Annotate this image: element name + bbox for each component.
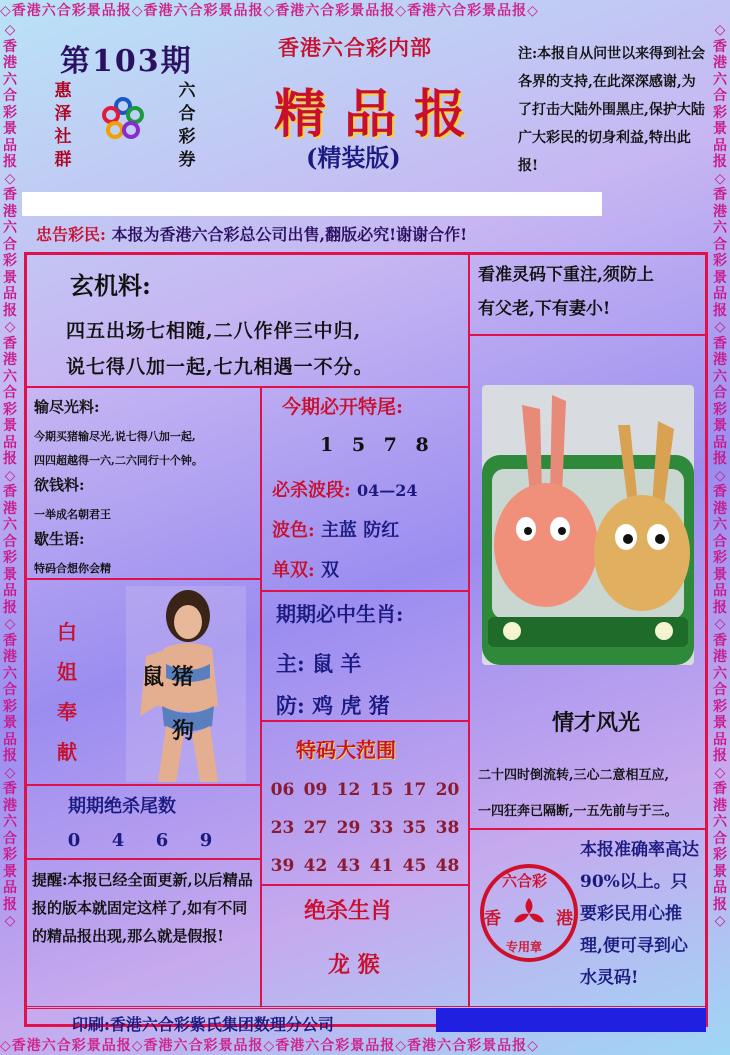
kill-tail-digit: 6	[155, 830, 169, 851]
lose-text-1: 今期买猪输尽光,说七得八加一起,	[34, 430, 196, 443]
stamp-left-text: 香	[484, 909, 501, 929]
gift-vertical	[54, 612, 80, 772]
slogan-char: 六	[178, 81, 196, 101]
gift-overlay-1: 鼠 猪	[142, 664, 194, 690]
oddeven-value: 双	[320, 560, 339, 581]
left-vertical-slogan	[52, 80, 74, 172]
kill-zodiac-value: 龙 猴	[328, 952, 380, 978]
wave-line	[272, 476, 417, 502]
slogan-char: 合	[178, 104, 196, 124]
range-number: 27	[303, 818, 328, 838]
range-number: 29	[336, 818, 361, 838]
range-number: 09	[303, 780, 328, 800]
divider-mystery	[26, 386, 468, 388]
color-label: 波色:	[272, 520, 315, 541]
divider-left-1	[26, 578, 260, 580]
divider-tail	[262, 590, 468, 592]
rabbits-car-image	[482, 385, 694, 665]
issue-number: 第103期	[60, 44, 193, 79]
zodiac-main-label: 主:	[276, 651, 305, 676]
header-note: 注:本报自从问世以来得到社会各界的支持,在此深深感谢,为了打击大陆外围黑庄,保护大陆广大彩民的切身利益,特出此报!	[518, 46, 706, 174]
frame-left-strip: ◇香港六合彩景品报◇香港六合彩景品报◇香港六合彩景品报◇香港六合彩景品报◇香港六合彩景品报◇香港六合彩景品报◇	[3, 22, 17, 929]
slogan-char: 社	[54, 127, 72, 147]
divider-range	[262, 884, 468, 886]
rest-heading: 歇生语:	[34, 530, 85, 548]
lose-heading: 输尽光料:	[34, 398, 100, 416]
range-number: 45	[402, 856, 427, 876]
talent-line-2: 一四狂奔已隔断,一五先前与于三。	[478, 804, 678, 819]
frame-right-strip: ◇香港六合彩景品报◇香港六合彩景品报◇香港六合彩景品报◇香港六合彩景品报◇香港六合彩景品报◇香港六合彩景品报◇	[713, 22, 727, 929]
divider-zodiac	[262, 720, 468, 722]
right-column-divider	[468, 254, 470, 1006]
talent-line-1: 二十四时倒流转,三心二意相互应,	[478, 768, 670, 783]
gift-overlay-2: 狗	[172, 718, 195, 744]
mystery-heading: 玄机料:	[70, 271, 151, 300]
slogan-char: 惠	[54, 81, 72, 101]
kill-zodiac-heading: 绝杀生肖	[304, 898, 393, 924]
gift-char: 白	[57, 620, 77, 644]
money-text: 一举成名朝君王	[34, 508, 111, 521]
stamp-top-text: 六合彩	[502, 872, 548, 890]
zodiac-guard-label: 防:	[276, 693, 305, 718]
divider-gift	[26, 784, 260, 786]
range-number: 38	[435, 818, 460, 838]
range-number: 17	[402, 780, 427, 800]
rest-text: 特码合想你会精	[34, 562, 111, 575]
color-line	[272, 516, 399, 542]
left-column-divider	[260, 386, 262, 1006]
frame-bottom-strip: ◇香港六合彩景品报◇香港六合彩景品报◇香港六合彩景品报◇香港六合彩景品报◇	[0, 1038, 539, 1054]
divider-killtail	[26, 858, 260, 860]
stamp-right-text: 港	[556, 909, 573, 929]
kill-tail-digit: 4	[111, 830, 125, 851]
tip-line-2: 有父老,下有妻小!	[478, 299, 611, 319]
slogan-char: 群	[54, 150, 72, 170]
range-number: 15	[369, 780, 394, 800]
zodiac-guard-value: 鸡 虎 猪	[312, 693, 390, 718]
kill-tail-digit: 9	[199, 830, 213, 851]
blank-white-bar	[22, 192, 602, 216]
oddeven-label: 单双:	[272, 560, 315, 581]
range-number: 33	[369, 818, 394, 838]
range-number: 42	[303, 856, 328, 876]
range-number: 43	[336, 856, 361, 876]
lottery-logo-icon	[100, 96, 146, 142]
range-row-1	[266, 780, 464, 800]
wave-value: 04—24	[356, 481, 418, 500]
kill-tail-heading: 期期绝杀尾数	[68, 796, 176, 817]
gift-char: 献	[57, 740, 77, 764]
edition-label: (精装版)	[306, 143, 401, 172]
money-heading: 欲钱料:	[34, 476, 85, 494]
frame-top-strip: ◇香港六合彩景品报◇香港六合彩景品报◇香港六合彩景品报◇香港六合彩景品报◇	[0, 3, 539, 19]
accuracy-text: 本报准确率高达90%以上。只要彩民用心推理,便可寻到心水灵码!	[580, 840, 699, 988]
slogan-char: 券	[178, 150, 196, 170]
warning-text: 本报为香港六合彩总公司出售,翻版必究!谢谢合作!	[111, 225, 468, 244]
stamp-bottom-text: 专用章	[506, 940, 543, 954]
zodiac-guard-line	[276, 690, 390, 720]
range-number: 06	[270, 780, 295, 800]
divider-talent	[470, 828, 706, 830]
org-name: 香港六合彩内部	[278, 35, 432, 60]
kill-tail-digits	[52, 830, 228, 851]
range-number: 23	[270, 818, 295, 838]
zodiac-main-line	[276, 648, 361, 678]
tail-heading: 今期必开特尾:	[282, 396, 404, 418]
slogan-char: 彩	[178, 127, 196, 147]
range-heading: 特码大范围	[296, 738, 396, 762]
range-number: 20	[435, 780, 460, 800]
mystery-line-1: 四五出场七相随,二八作伴三中归,	[66, 320, 362, 342]
mystery-line-2: 说七得八加一起,七九相遇一不分。	[66, 356, 374, 378]
range-row-3	[266, 856, 464, 876]
print-credit: 印刷:香港六合彩紫氏集团数理分公司	[72, 1015, 334, 1034]
right-vertical-slogan	[176, 80, 198, 172]
kill-tail-digit: 0	[67, 830, 81, 851]
range-number: 39	[270, 856, 295, 876]
blue-bar	[436, 1008, 706, 1032]
oddeven-line	[272, 556, 339, 582]
range-number: 35	[402, 818, 427, 838]
zodiac-main-value: 鼠 羊	[312, 651, 362, 676]
tip-line-1: 看准灵码下重注,须防上	[478, 265, 654, 285]
gift-char: 姐	[57, 660, 77, 684]
range-number: 41	[369, 856, 394, 876]
gift-char: 奉	[57, 700, 77, 724]
range-row-2	[266, 818, 464, 838]
paper-title: 精品报	[274, 84, 485, 145]
range-number: 12	[336, 780, 361, 800]
warning-label: 忠告彩民:	[36, 225, 106, 244]
divider-tip	[470, 334, 706, 336]
tail-numbers: 1 5 7 8	[320, 434, 435, 456]
warning-line	[36, 222, 467, 245]
talent-heading: 情才风光	[552, 710, 641, 736]
official-stamp	[478, 862, 580, 964]
slogan-char: 泽	[54, 104, 72, 124]
lose-text-2: 四四超越得一六,二六同行十个钟。	[34, 454, 203, 467]
range-number: 48	[435, 856, 460, 876]
wave-label: 必杀波段:	[272, 480, 351, 501]
zodiac-heading: 期期必中生肖:	[276, 602, 404, 626]
reminder-text: 提醒:本报已经全面更新,以后精品报的版本就固定这样了,如有不同的精品报出现,那么就是假报!	[32, 871, 253, 945]
color-value: 主蓝 防红	[320, 520, 400, 541]
